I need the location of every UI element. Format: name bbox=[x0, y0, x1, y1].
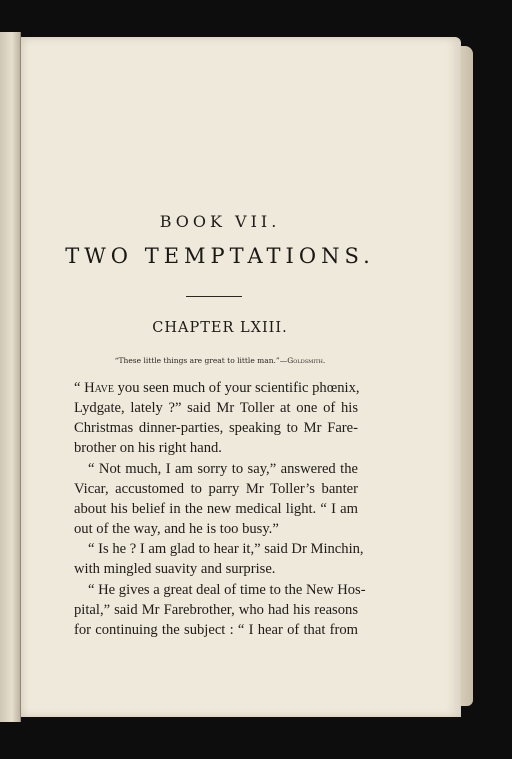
opening-quote: “ bbox=[74, 380, 85, 396]
divider-rule bbox=[186, 296, 242, 297]
body-line bbox=[74, 378, 358, 398]
body-line: about his belief in the new medical light. “ I am bbox=[74, 501, 358, 517]
book-title: BOOK VII. bbox=[159, 212, 281, 231]
body-line: for continuing the subject : “ I hear of that from bbox=[74, 622, 358, 638]
epigraph bbox=[50, 356, 390, 365]
drop-word: Have bbox=[84, 380, 114, 396]
body-line: “ Not much, I am sorry to say,” answered the bbox=[88, 461, 358, 477]
epigraph-author: Goldsmith. bbox=[287, 356, 326, 365]
body-line: Lydgate, lately ?” said Mr Toller at one of his bbox=[74, 400, 358, 416]
body-line: pital,” said Mr Farebrother, who had his reasons bbox=[74, 602, 358, 618]
body-line: out of the way, and he is too busy.” bbox=[74, 521, 279, 537]
body-line: “ He gives a great deal of time to the New Hos- bbox=[88, 582, 366, 598]
book-subtitle: TWO TEMPTATIONS. bbox=[65, 244, 375, 268]
chapter-heading: CHAPTER LXIII. bbox=[152, 320, 288, 336]
body-line: Christmas dinner-parties, speaking to Mr Fare- bbox=[74, 420, 358, 436]
body-line-text: you seen much of your scientific phœnix, bbox=[113, 380, 360, 396]
epigraph-quote: “These little things are great to little man.”— bbox=[114, 356, 288, 365]
body-line: with mingled suavity and surprise. bbox=[74, 561, 276, 577]
body-line: Vicar, accustomed to parry Mr Toller’s banter bbox=[74, 481, 358, 497]
body-line: brother on his right hand. bbox=[74, 440, 222, 456]
left-page-edge bbox=[0, 32, 21, 722]
body-line: “ Is he ? I am glad to hear it,” said Dr Minchin, bbox=[88, 541, 364, 557]
